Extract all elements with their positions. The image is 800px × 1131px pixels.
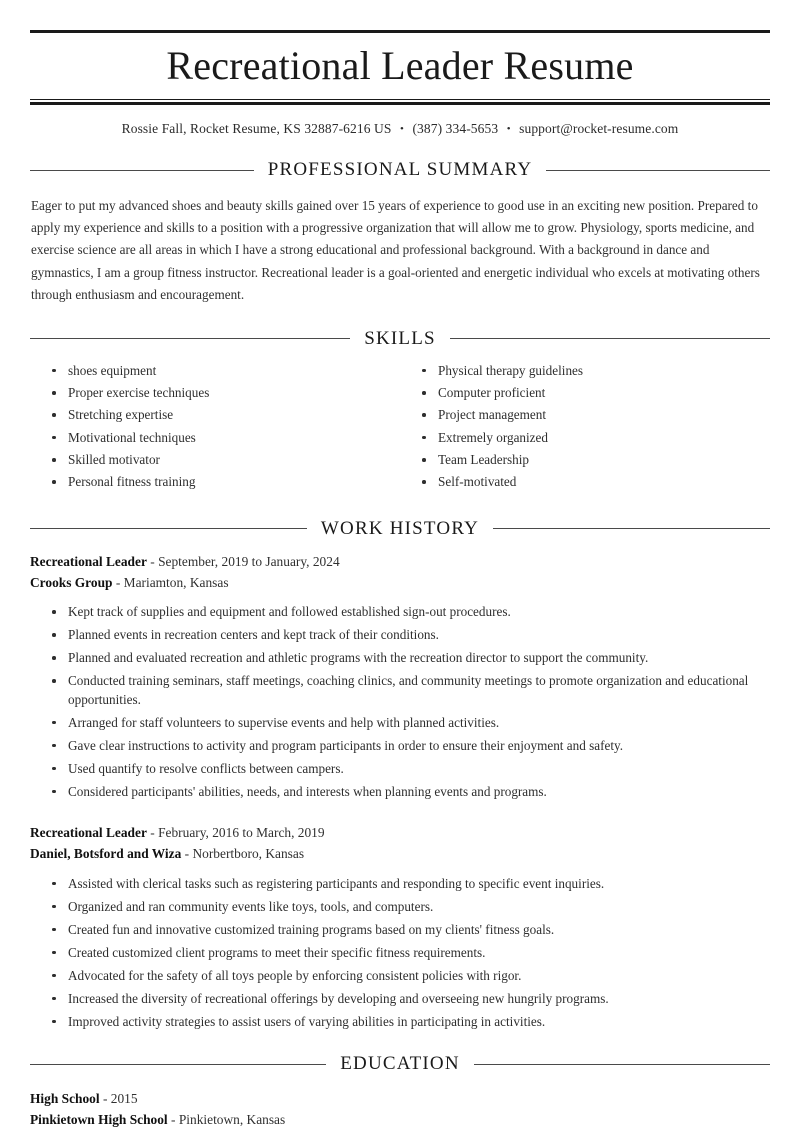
list-item: Self-motivated	[418, 473, 770, 491]
resume-page	[0, 30, 800, 1127]
section-heading-summary	[30, 159, 770, 181]
list-item: Created customized client programs to meet their specific fitness requirements.	[48, 944, 770, 962]
job-dash: -	[184, 845, 190, 861]
job-bullets	[30, 603, 770, 801]
job-dash: -	[150, 553, 155, 569]
job-company-line	[30, 844, 770, 865]
title-block	[30, 33, 770, 95]
list-item: Computer proficient	[418, 384, 770, 402]
section-label-work-history: WORK HISTORY	[320, 517, 480, 539]
contact-separator-1: •	[400, 123, 404, 135]
education-school: Pinkietown High School	[30, 1111, 168, 1127]
list-item: Stretching expertise	[48, 406, 400, 424]
skills-column-left	[30, 362, 400, 496]
list-item: Extremely organized	[418, 429, 770, 447]
job-title: Recreational Leader	[30, 825, 147, 841]
list-item: Organized and ran community events like toys, tools, and computers.	[48, 898, 770, 916]
education-dash: -	[171, 1111, 176, 1127]
education-degree: High School	[30, 1091, 100, 1107]
list-item: Improved activity strategies to assist users of varying abilities in participating in activities.	[48, 1013, 770, 1031]
job-dates: September, 2019 to January, 2024	[158, 553, 340, 569]
list-item: Planned events in recreation centers and kept track of their conditions.	[48, 626, 770, 644]
skills-columns	[30, 362, 770, 496]
list-item: Considered participants' abilities, needs, and interests when planning events and programs.	[48, 783, 770, 801]
section-rule-right	[546, 170, 770, 171]
section-heading-skills	[30, 328, 770, 350]
education-school-line	[30, 1110, 770, 1131]
section-label-education: EDUCATION	[340, 1053, 460, 1075]
section-rule-right	[474, 1064, 770, 1065]
section-rule-right	[493, 528, 770, 529]
contact-separator-2: •	[506, 123, 511, 135]
job-company: Daniel, Botsford and Wiza	[30, 845, 182, 861]
section-rule-right	[450, 338, 770, 339]
skills-list-right	[418, 362, 770, 491]
skills-list-left	[48, 362, 400, 491]
job-company: Crooks Group	[30, 574, 113, 590]
job-title-line	[30, 823, 770, 844]
education-year: 2015	[110, 1091, 138, 1107]
list-item: Project management	[418, 406, 770, 424]
education-location: Pinkietown, Kansas	[178, 1111, 286, 1127]
list-item: Used quantify to resolve conflicts between campers.	[48, 760, 770, 778]
list-item: Advocated for the safety of all toys people by enforcing consistent policies with rigor.	[48, 967, 770, 985]
list-item: Kept track of supplies and equipment and followed established sign-out procedures.	[48, 603, 770, 621]
job-dates: February, 2016 to March, 2019	[158, 825, 325, 841]
list-item: Conducted training seminars, staff meetings, coaching clinics, and community meetings to promote organization and educational opportunities.	[48, 672, 770, 709]
list-item: Arranged for staff volunteers to supervise events and help with planned activities.	[48, 714, 770, 732]
work-history-entry	[30, 552, 770, 801]
list-item: Motivational techniques	[48, 429, 400, 447]
contact-name-address: Rossie Fall, Rocket Resume, KS 32887-6216 US	[121, 121, 392, 136]
work-history-entry	[30, 823, 770, 1031]
job-title: Recreational Leader	[30, 553, 147, 569]
job-location: Norbertboro, Kansas	[192, 845, 305, 861]
education-dash: -	[102, 1091, 108, 1107]
job-bullets	[30, 875, 770, 1031]
list-item: Assisted with clerical tasks such as registering participants and responding to specific event inquiries.	[48, 875, 770, 893]
list-item: Team Leadership	[418, 451, 770, 469]
list-item: Physical therapy guidelines	[418, 362, 770, 380]
resume-title: Recreational Leader Resume	[166, 43, 634, 88]
section-rule-left	[30, 338, 350, 339]
section-label-skills: SKILLS	[364, 327, 436, 349]
section-rule-left	[30, 170, 254, 171]
job-dash: -	[150, 825, 155, 841]
summary-text: Eager to put my advanced shoes and beauty skills gained over 15 years of experience to good use in an exciting new position. Prepared to apply my experience and skills to a position with a progressive organization that will allow me to grow. Physiology, sports medicine, and exercise science are all areas in which I have a strong educational and professional background. With a background in dance and gymnastics, I am a group fitness instructor. Recreational leader is a goal-oriented and energetic individual who excels at motivating others through enthusiasm and encouragement.	[31, 198, 760, 302]
section-heading-education	[30, 1053, 770, 1075]
contact-phone: (387) 334-5653	[412, 121, 499, 136]
job-company-line	[30, 573, 770, 594]
list-item: Gave clear instructions to activity and program participants in order to ensure their enjoyment and safety.	[48, 737, 770, 755]
job-location: Mariamton, Kansas	[123, 574, 229, 590]
education-degree-line	[30, 1089, 770, 1110]
list-item: Proper exercise techniques	[48, 384, 400, 402]
list-item: shoes equipment	[48, 362, 400, 380]
section-label-summary: PROFESSIONAL SUMMARY	[267, 159, 533, 180]
section-heading-work-history	[30, 518, 770, 540]
list-item: Planned and evaluated recreation and athletic programs with the recreation director to support the community.	[48, 649, 770, 667]
skills-column-right	[400, 362, 770, 496]
list-item: Increased the diversity of recreational offerings by developing and overseeing new hungrily programs.	[48, 990, 770, 1008]
list-item: Created fun and innovative customized training programs based on my clients' fitness goals.	[48, 921, 770, 939]
section-rule-left	[30, 528, 307, 529]
list-item: Personal fitness training	[48, 473, 400, 491]
job-dash: -	[115, 574, 121, 590]
contact-email: support@rocket-resume.com	[519, 121, 679, 136]
job-title-line	[30, 552, 770, 573]
contact-line	[30, 105, 770, 137]
education-entry	[30, 1089, 770, 1131]
list-item: Skilled motivator	[48, 451, 400, 469]
section-rule-left	[30, 1064, 326, 1065]
